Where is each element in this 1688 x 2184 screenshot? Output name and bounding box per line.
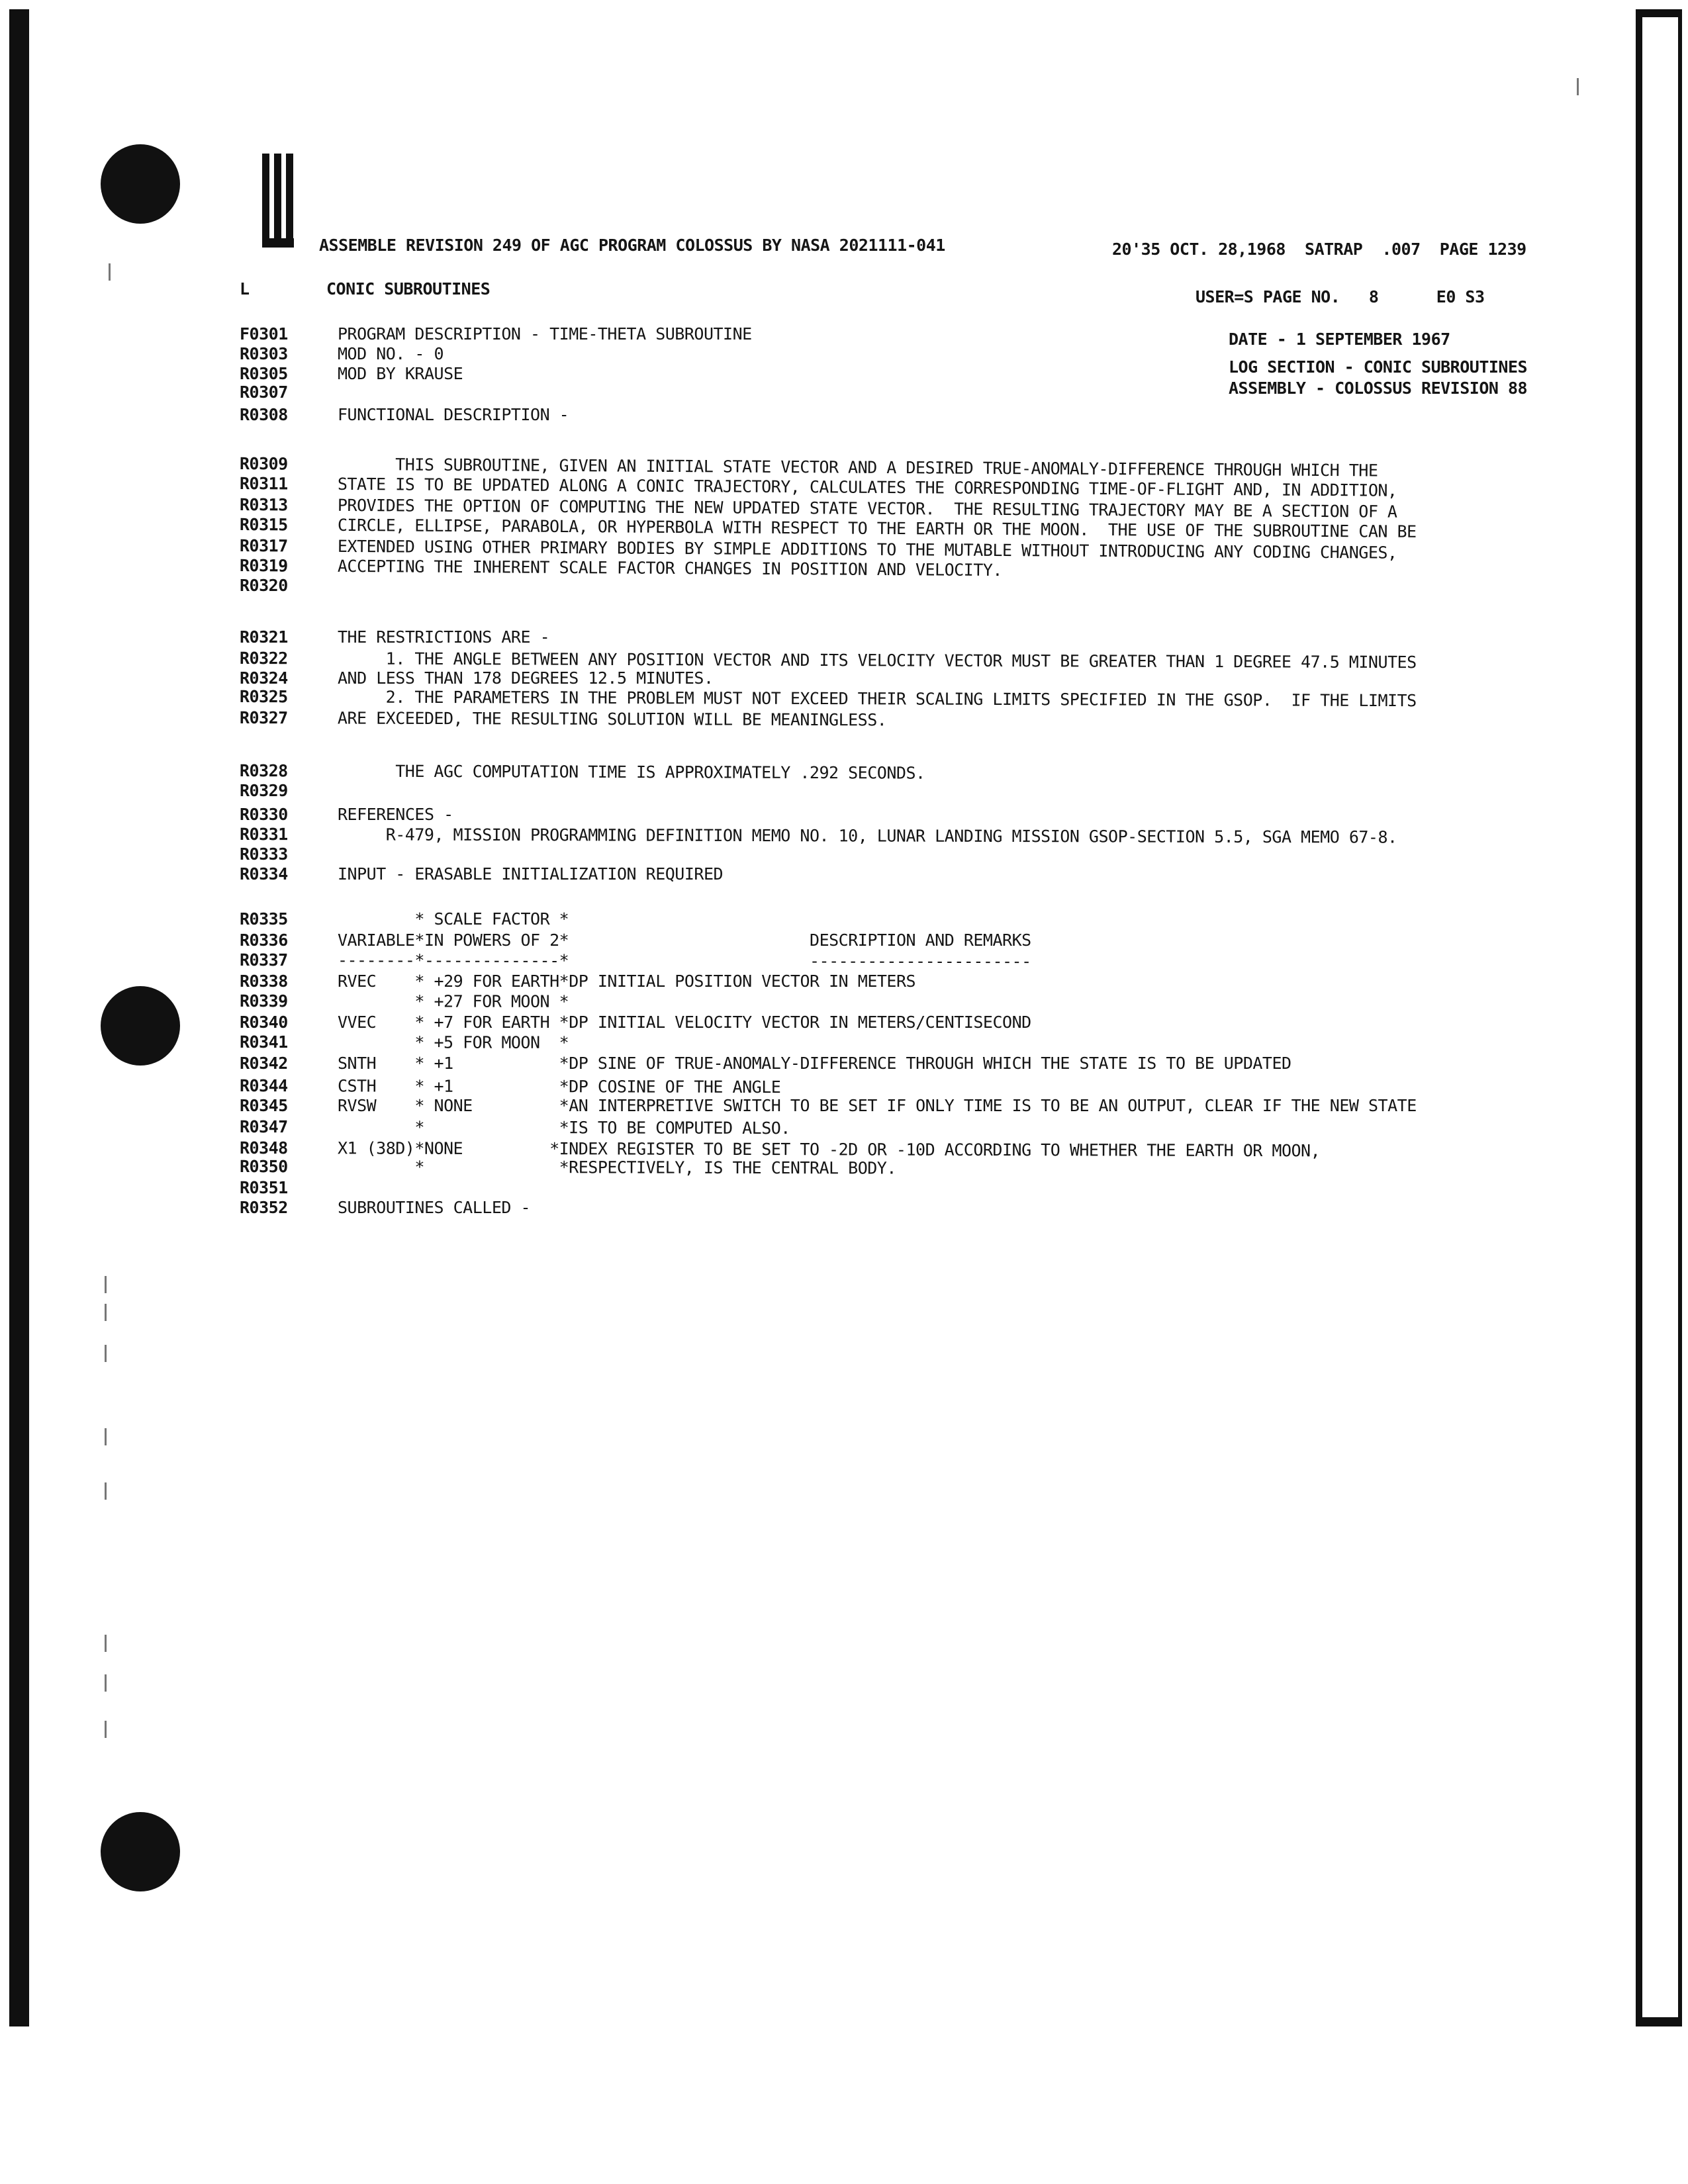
line-text: ACCEPTING THE INHERENT SCALE FACTOR CHANGES IN POSITION AND VELOCITY.: [337, 556, 1003, 580]
line-number: R0327: [239, 708, 288, 728]
line-text: --------*--------------* -----------------------: [337, 950, 1031, 972]
scan-speck: [105, 1674, 107, 1692]
line-text: VVEC * +7 FOR EARTH *DP INITIAL VELOCITY VECTOR IN METERS/CENTISECOND: [338, 1013, 1031, 1032]
line-number: R0334: [240, 864, 288, 884]
line-text: REFERENCES -: [338, 805, 453, 824]
scan-speck: [105, 1345, 107, 1362]
scan-speck: [109, 263, 111, 281]
line-number: R0331: [239, 825, 288, 844]
line-text: * SCALE FACTOR *: [338, 909, 569, 929]
line-number: R0337: [239, 950, 288, 970]
line-text: * +27 FOR MOON *: [337, 991, 569, 1011]
line-text: AND LESS THAN 178 DEGREES 12.5 MINUTES.: [338, 668, 714, 688]
line-number: R0336: [240, 931, 288, 950]
line-number: R0330: [240, 805, 288, 824]
line-text: SUBROUTINES CALLED -: [338, 1198, 531, 1217]
date-line: DATE - 1 SEPTEMBER 1967: [1229, 330, 1450, 349]
line-number: R0335: [240, 909, 288, 929]
line-text: 2. THE PARAMETERS IN THE PROBLEM MUST NOT EXCEED THEIR SCALING LIMITS SPECIFIED IN THE GSOP. IF THE LIMITS: [337, 687, 1417, 711]
line-number: R0328: [239, 761, 288, 781]
punch-hole-icon: [101, 986, 180, 1066]
header-section-title: L CONIC SUBROUTINES: [240, 279, 491, 298]
line-number: R0308: [240, 405, 288, 424]
scan-speck: [1577, 78, 1579, 95]
line-text: ARE EXCEEDED, THE RESULTING SOLUTION WILL BE MEANINGLESS.: [337, 708, 887, 730]
line-number: R0341: [239, 1032, 288, 1052]
scan-speck: [105, 1304, 107, 1321]
line-text: THE RESTRICTIONS ARE -: [338, 627, 550, 647]
line-number: R0325: [239, 687, 288, 707]
line-number: R0351: [239, 1178, 288, 1198]
line-text: X1 (38D)*NONE *INDEX REGISTER TO BE SET TO -2D OR -10D ACCORDING TO WHETHER THE EARTH OR MOON,: [337, 1138, 1321, 1161]
scan-speck: [105, 1635, 107, 1652]
punch-hole-icon: [101, 1812, 180, 1891]
header-timestamp-page: 20'35 OCT. 28,1968 SATRAP .007 PAGE 1239: [1112, 240, 1526, 259]
line-number: R0319: [239, 556, 288, 576]
line-text: * +5 FOR MOON *: [337, 1032, 569, 1052]
line-number: R0347: [239, 1117, 288, 1137]
line-text: R-479, MISSION PROGRAMMING DEFINITION MEMO NO. 10, LUNAR LANDING MISSION GSOP-SECTION 5.5, SGA MEMO 67-8.: [337, 825, 1397, 847]
line-number: R0320: [240, 576, 288, 595]
scan-speck: [105, 1428, 107, 1445]
line-number: R0352: [240, 1198, 288, 1217]
line-text: VARIABLE*IN POWERS OF 2* DESCRIPTION AND REMARKS: [338, 931, 1031, 950]
scan-speck: [105, 1276, 107, 1293]
scan-edge-left: [9, 9, 29, 2026]
line-text: THIS SUBROUTINE, GIVEN AN INITIAL STATE VECTOR AND A DESIRED TRUE-ANOMALY-DIFFERENCE THROUGH WHICH THE: [337, 454, 1378, 480]
line-number: R0307: [240, 383, 288, 402]
line-number: R0348: [239, 1138, 288, 1158]
line-number: R0321: [240, 627, 288, 647]
line-text: * *IS TO BE COMPUTED ALSO.: [337, 1117, 790, 1138]
line-text: PROVIDES THE OPTION OF COMPUTING THE NEW UPDATED STATE VECTOR. THE RESULTING TRAJECTORY MAY BE A SECTION OF A: [337, 495, 1397, 522]
scan-speck: [105, 1482, 107, 1500]
line-text: CIRCLE, ELLIPSE, PARABOLA, OR HYPERBOLA WITH RESPECT TO THE EARTH OR THE MOON. THE USE OF THE SUBROUTINE CAN BE: [337, 515, 1417, 541]
line-text: MOD NO. - 0: [338, 344, 444, 363]
line-number: R0309: [239, 454, 288, 474]
line-text: THE AGC COMPUTATION TIME IS APPROXIMATELY .292 SECONDS.: [337, 761, 925, 783]
line-number: R0311: [239, 474, 288, 494]
line-number: R0313: [239, 495, 288, 515]
line-text: RVEC * +29 FOR EARTH*DP INITIAL POSITION VECTOR IN METERS: [338, 972, 916, 991]
header-title: ASSEMBLE REVISION 249 OF AGC PROGRAM COLOSSUS BY NASA 2021111-041: [319, 236, 945, 255]
printer-mark-icon: [262, 154, 294, 251]
header-user-page: USER=S PAGE NO. 8 E0 S3: [1196, 287, 1485, 306]
line-number: R0340: [240, 1013, 288, 1032]
scan-edge-right-inner: [1642, 17, 1678, 2017]
line-number: R0305: [240, 364, 288, 383]
line-text: PROGRAM DESCRIPTION - TIME-THETA SUBROUTINE: [338, 324, 752, 343]
line-number: R0322: [239, 649, 288, 668]
line-number: R0317: [239, 536, 288, 556]
line-text: 1. THE ANGLE BETWEEN ANY POSITION VECTOR AND ITS VELOCITY VECTOR MUST BE GREATER THAN 1 DEGREE 47.5 MINUTES: [337, 649, 1417, 672]
line-text: STATE IS TO BE UPDATED ALONG A CONIC TRAJECTORY, CALCULATES THE CORRESPONDING TIME-OF-FLIGHT AND, IN ADDITION,: [337, 474, 1397, 500]
line-number: R0333: [240, 844, 288, 864]
line-number: F0301: [240, 324, 288, 343]
line-number: R0329: [240, 781, 288, 800]
line-number: R0315: [239, 515, 288, 535]
line-text: RVSW * NONE *AN INTERPRETIVE SWITCH TO BE SET IF ONLY TIME IS TO BE AN OUTPUT, CLEAR IF THE NEW STATE: [338, 1096, 1417, 1115]
scan-speck: [105, 1721, 107, 1738]
line-number: R0303: [240, 344, 288, 363]
punch-hole-icon: [101, 144, 180, 224]
line-text: MOD BY KRAUSE: [338, 364, 463, 383]
log-section-line: LOG SECTION - CONIC SUBROUTINES: [1229, 357, 1528, 377]
line-number: R0324: [240, 668, 288, 688]
line-text: INPUT - ERASABLE INITIALIZATION REQUIRED: [338, 864, 724, 884]
line-number: R0339: [239, 991, 288, 1011]
line-number: R0345: [240, 1096, 288, 1115]
line-text: CSTH * +1 *DP COSINE OF THE ANGLE: [337, 1076, 781, 1097]
line-text: FUNCTIONAL DESCRIPTION -: [338, 405, 569, 424]
line-number: R0342: [240, 1054, 288, 1073]
line-text: SNTH * +1 *DP SINE OF TRUE-ANOMALY-DIFFERENCE THROUGH WHICH THE STATE IS TO BE UPDATED: [338, 1054, 1291, 1073]
line-text: * *RESPECTIVELY, IS THE CENTRAL BODY.: [337, 1157, 896, 1178]
line-number: R0338: [240, 972, 288, 991]
line-text: EXTENDED USING OTHER PRIMARY BODIES BY SIMPLE ADDITIONS TO THE MUTABLE WITHOUT INTRODUCING ANY CODING CHANGES,: [337, 536, 1397, 563]
assembly-line: ASSEMBLY - COLOSSUS REVISION 88: [1229, 379, 1528, 398]
line-number: R0344: [239, 1076, 288, 1096]
line-number: R0350: [239, 1157, 288, 1177]
